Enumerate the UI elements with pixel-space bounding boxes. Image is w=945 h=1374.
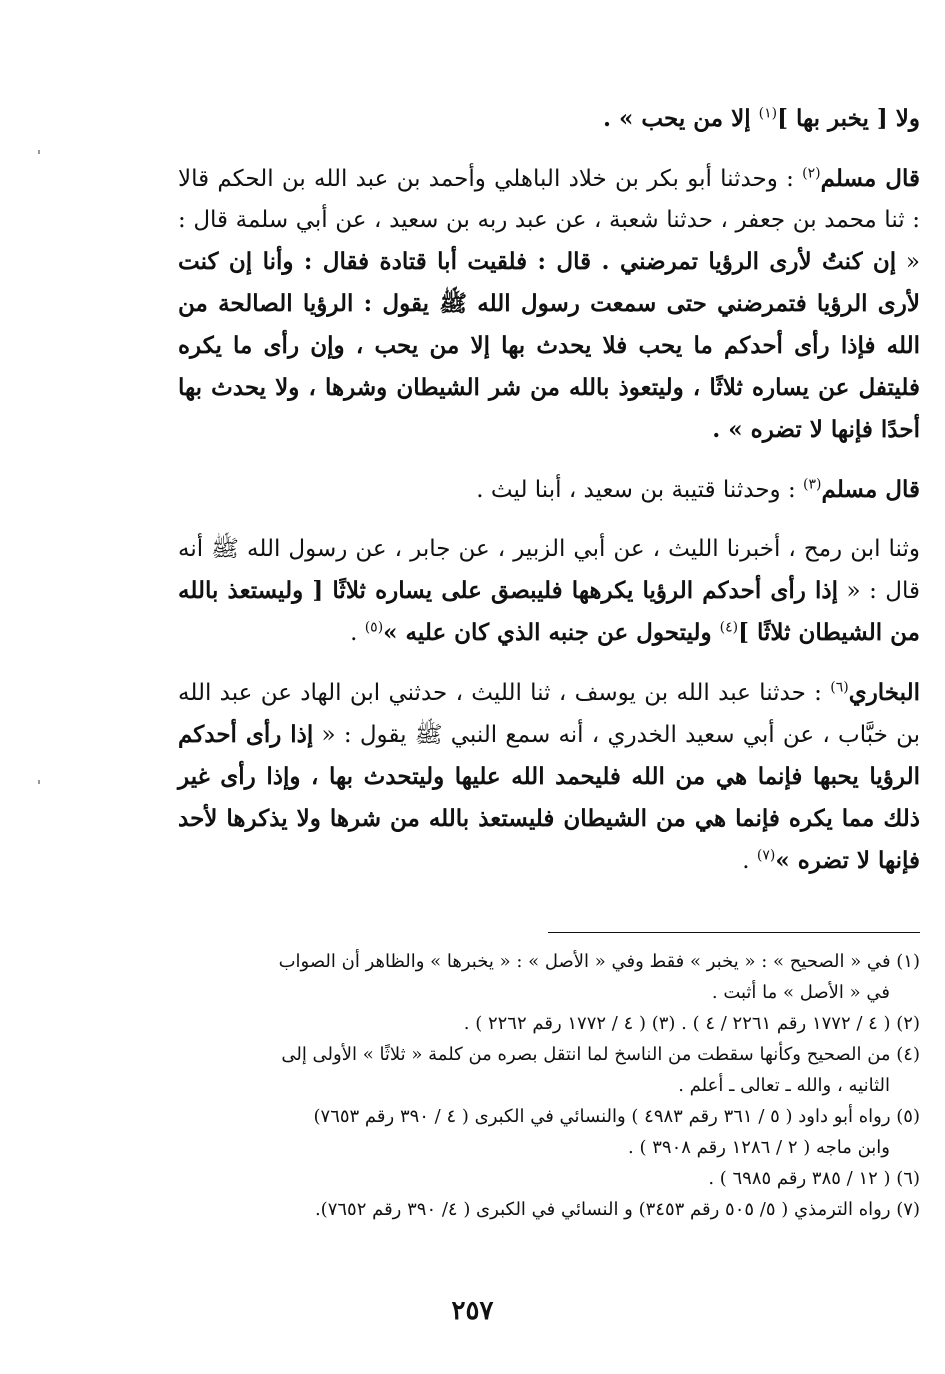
footnote-ref: (٦) — [830, 679, 849, 696]
text-segment: . — [350, 620, 365, 646]
text-segment: : حدثنا عبد الله بن يوسف ، ثنا الليث ، حدثني ابن الهاد عن عبد الله بن خبَّاب ، عن أبي سعيد الخدري ، أنه سمع النبي ﷺ يقول : « — [178, 680, 920, 748]
paragraph-2 — [178, 158, 920, 451]
footnote-line: الثانيه ، والله ـ تعالى ـ أعلم . — [678, 1075, 890, 1096]
footnote-ref: (٧) — [756, 847, 776, 864]
footnote-line: (٧) رواه الترمذي ( ٥/ ٥٠٥ رقم ٣٤٥٣) و النسائي في الكبرى ( ٤/ ٣٩٠ رقم ٧٦٥٢). — [314, 1199, 920, 1220]
paragraph-1 — [178, 98, 920, 140]
footnote-ref: (٤) — [719, 619, 739, 636]
footnote-ref: (٣) — [803, 476, 822, 493]
footnote-ref: (٢) — [802, 165, 821, 182]
text-segment: إذا رأى أحدكم الرؤيا يكرهها فليبصق على يساره ثلاثًا [ وليستعذ بالله من الشيطان ثلاثًا ] — [178, 577, 920, 646]
footnote-line: (٦) ( ١٢ / ٣٨٥ رقم ٦٩٨٥ ) . — [708, 1168, 920, 1189]
footnote-separator — [548, 932, 920, 933]
text-segment: . — [742, 848, 757, 874]
text-segment: إذا رأى أحدكم الرؤيا يحبها فإنما هي من الله فليحمد الله عليها وليتحدث بها ، وإذا رأى غير ذلك مما يكره فإنما هي من الشيطان فليستعذ بالله من شرها ولا يذكرها لأحد فإنها لا تضره » — [178, 721, 920, 874]
page-number: ٢٥٧ — [451, 1296, 494, 1326]
text-segment: قال مسلم — [821, 476, 920, 503]
paragraph-3 — [178, 469, 920, 511]
text-segment: قال مسلم — [820, 165, 920, 192]
scan-speck — [38, 780, 40, 784]
text-segment: ولا [ يخبر بها ] — [777, 105, 920, 132]
footnote-ref: (٥) — [364, 619, 384, 636]
footnote-line: (٤) من الصحيح وكأنها سقطت من الناسخ لما انتقل بصره من كلمة « ثلاثًا » الأولى إلى — [281, 1044, 920, 1065]
footnote-line: (٢) ( ٤ / ١٧٧٢ رقم ٢٢٦١ / ٤ ) . (٣) ( ٤ / ١٧٧٢ رقم ٢٢٦٢ ) . — [463, 1013, 920, 1034]
paragraph-4 — [178, 529, 920, 654]
text-segment: إن كنتُ لأرى الرؤيا تمرضني . قال : فلقيت أبا قتادة فقال : وأنا إن كنت لأرى الرؤيا فتمرضني حتى سمعت رسول الله ﷺ يقول : الرؤيا الصالحة من الله فإذا رأى أحدكم ما يحب فلا يحدث بها إلا من يحب ، وإن رأى ما يكره فليتفل عن يساره ثلاثًا ، وليتعوذ بالله من شر الشيطان وشرها ، ولا يحدث بها أحدًا فإنها لا تضره » . — [178, 248, 920, 443]
footnote-line: (٥) رواه أبو داود ( ٥ / ٣٦١ رقم ٤٩٨٣ ) والنسائي في الكبرى ( ٤ / ٣٩٠ رقم ٧٦٥٣) — [313, 1106, 920, 1127]
text-segment: البخاري — [848, 679, 920, 706]
text-segment: إلا من يحب » . — [603, 105, 759, 132]
footnote-line: في « الأصل » ما أثبت . — [711, 982, 890, 1003]
main-text — [178, 98, 920, 900]
text-segment: : وحدثنا قتيبة بن سعيد ، أبنا ليث . — [476, 477, 804, 503]
footnote-ref: (١) — [758, 105, 778, 122]
text-segment: : وحدثنا أبو بكر بن خلاد الباهلي وأحمد بن عبد الله بن الحكم قالا : ثنا محمد بن جعفر ، حدثنا شعبة ، عن عبد ربه بن سعيد ، عن أبي سلمة قال : « — [178, 166, 920, 275]
footnotes — [178, 946, 920, 1225]
paragraph-5 — [178, 672, 920, 882]
footnote-line: وابن ماجه ( ٢ / ١٢٨٦ رقم ٣٩٠٨ ) . — [628, 1137, 890, 1158]
text-segment: وليتحول عن جنبه الذي كان عليه » — [383, 619, 720, 646]
footnote-line: (١) في « الصحيح » : « يخبر » فقط وفي « الأصل » : « يخبرها » والظاهر أن الصواب — [278, 951, 920, 972]
text-segment: وثنا ابن رمح ، أخبرنا الليث ، عن أبي الزبير ، عن جابر ، عن رسول الله ﷺ أنه قال : « — [178, 536, 920, 604]
scan-speck — [38, 150, 40, 154]
